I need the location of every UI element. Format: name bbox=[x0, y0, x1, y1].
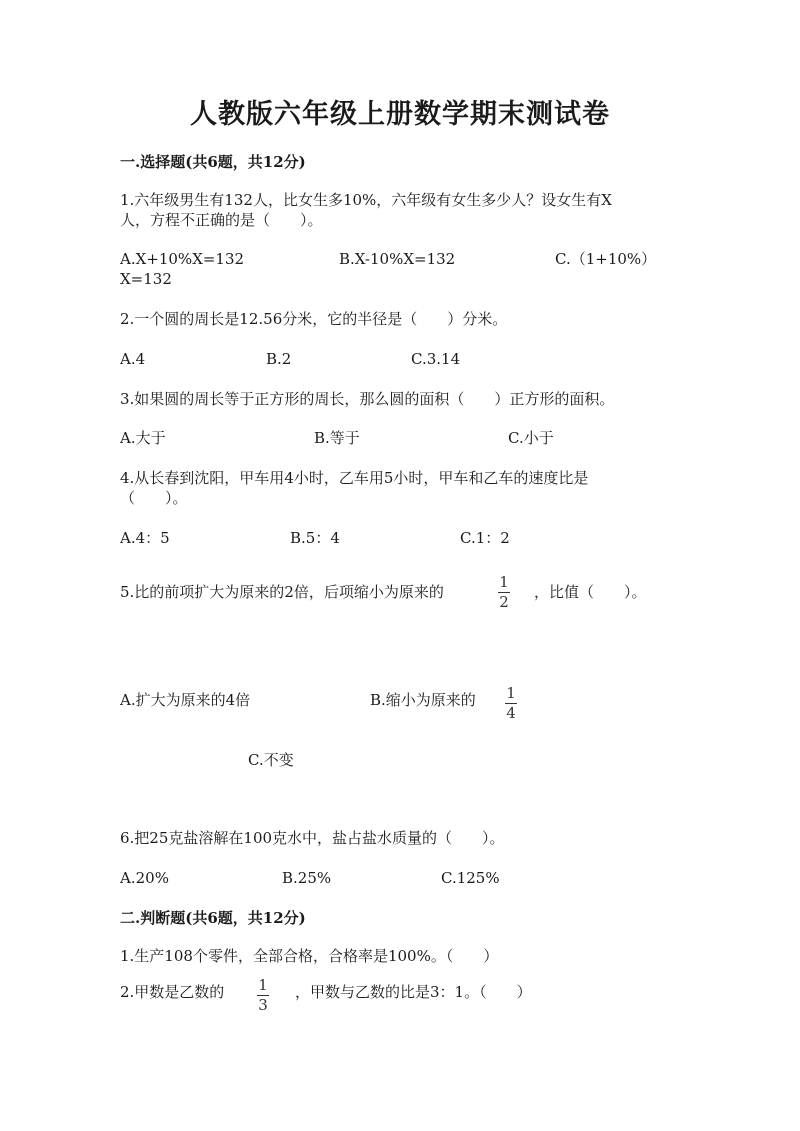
question-2-option-c: C.3.14 bbox=[411, 350, 461, 368]
question-5-text-after: ，比值（ ）。 bbox=[534, 583, 647, 601]
question-4-option-b: B.5：4 bbox=[290, 529, 340, 547]
fraction-one-half bbox=[498, 574, 510, 610]
fraction-numerator: 1 bbox=[258, 976, 268, 994]
fraction-numerator: 1 bbox=[506, 684, 516, 702]
question-2: 2.一个圆的周长是12.56分米，它的半径是（ ）分米。 bbox=[120, 310, 508, 328]
question-2-option-b: B.2 bbox=[266, 350, 292, 368]
question-1-option-a: A.X+10%X=132 bbox=[120, 250, 245, 268]
question-4-line1: 4.从长春到沈阳，甲车用4小时，乙车用5小时，甲车和乙车的速度比是 bbox=[120, 469, 589, 487]
fraction-one-third bbox=[257, 977, 269, 1013]
section-heading-judgement: 二.判断题(共6题，共12分) bbox=[120, 909, 306, 927]
fraction-one-quarter bbox=[505, 685, 517, 721]
question-3-option-c: C.小于 bbox=[508, 429, 554, 447]
fraction-denominator: 2 bbox=[499, 593, 509, 611]
fraction-denominator: 4 bbox=[506, 704, 516, 722]
question-4-line2: （ ）。 bbox=[120, 489, 188, 507]
question-6-option-c: C.125% bbox=[441, 869, 500, 887]
question-2-option-a: A.4 bbox=[120, 350, 146, 368]
fraction-numerator: 1 bbox=[499, 573, 509, 591]
judgement-question-2-text-after: ，甲数与乙数的比是3：1。（ ） bbox=[295, 983, 532, 1001]
judgement-question-1: 1.生产108个零件，全部合格，合格率是100%。（ ） bbox=[120, 947, 499, 965]
judgement-question-2-text: 2.甲数是乙数的 bbox=[120, 983, 225, 1001]
section-heading-choice: 一.选择题(共6题，共12分) bbox=[120, 153, 306, 171]
question-3-option-a: A.大于 bbox=[120, 429, 166, 447]
question-3: 3.如果圆的周长等于正方形的周长，那么圆的面积（ ）正方形的面积。 bbox=[120, 390, 615, 408]
question-5-option-c: C.不变 bbox=[248, 751, 294, 769]
question-6: 6.把25克盐溶解在100克水中，盐占盐水质量的（ ）。 bbox=[120, 829, 505, 847]
question-5-option-a: A.扩大为原来的4倍 bbox=[120, 691, 251, 709]
question-4-option-c: C.1：2 bbox=[460, 529, 510, 547]
question-1-line1: 1.六年级男生有132人，比女生多10%，六年级有女生多少人？设女生有X bbox=[120, 191, 612, 209]
fraction-denominator: 3 bbox=[258, 996, 268, 1014]
question-6-option-a: A.20% bbox=[120, 869, 169, 887]
question-6-option-b: B.25% bbox=[282, 869, 332, 887]
question-1-option-c-cont: X=132 bbox=[120, 270, 172, 288]
question-1-line2: 人，方程不正确的是（ ）。 bbox=[120, 211, 323, 229]
question-3-option-b: B.等于 bbox=[314, 429, 360, 447]
question-5-option-b: B.缩小为原来的 bbox=[370, 691, 476, 709]
question-5-text: 5.比的前项扩大为原来的2倍，后项缩小为原来的 bbox=[120, 583, 444, 601]
question-4-option-a: A.4：5 bbox=[120, 529, 170, 547]
question-1-option-c: C.（1+10%） bbox=[555, 250, 657, 268]
question-1-option-b: B.X-10%X=132 bbox=[339, 250, 456, 268]
page-title: 人教版六年级上册数学期末测试卷 bbox=[190, 99, 610, 130]
